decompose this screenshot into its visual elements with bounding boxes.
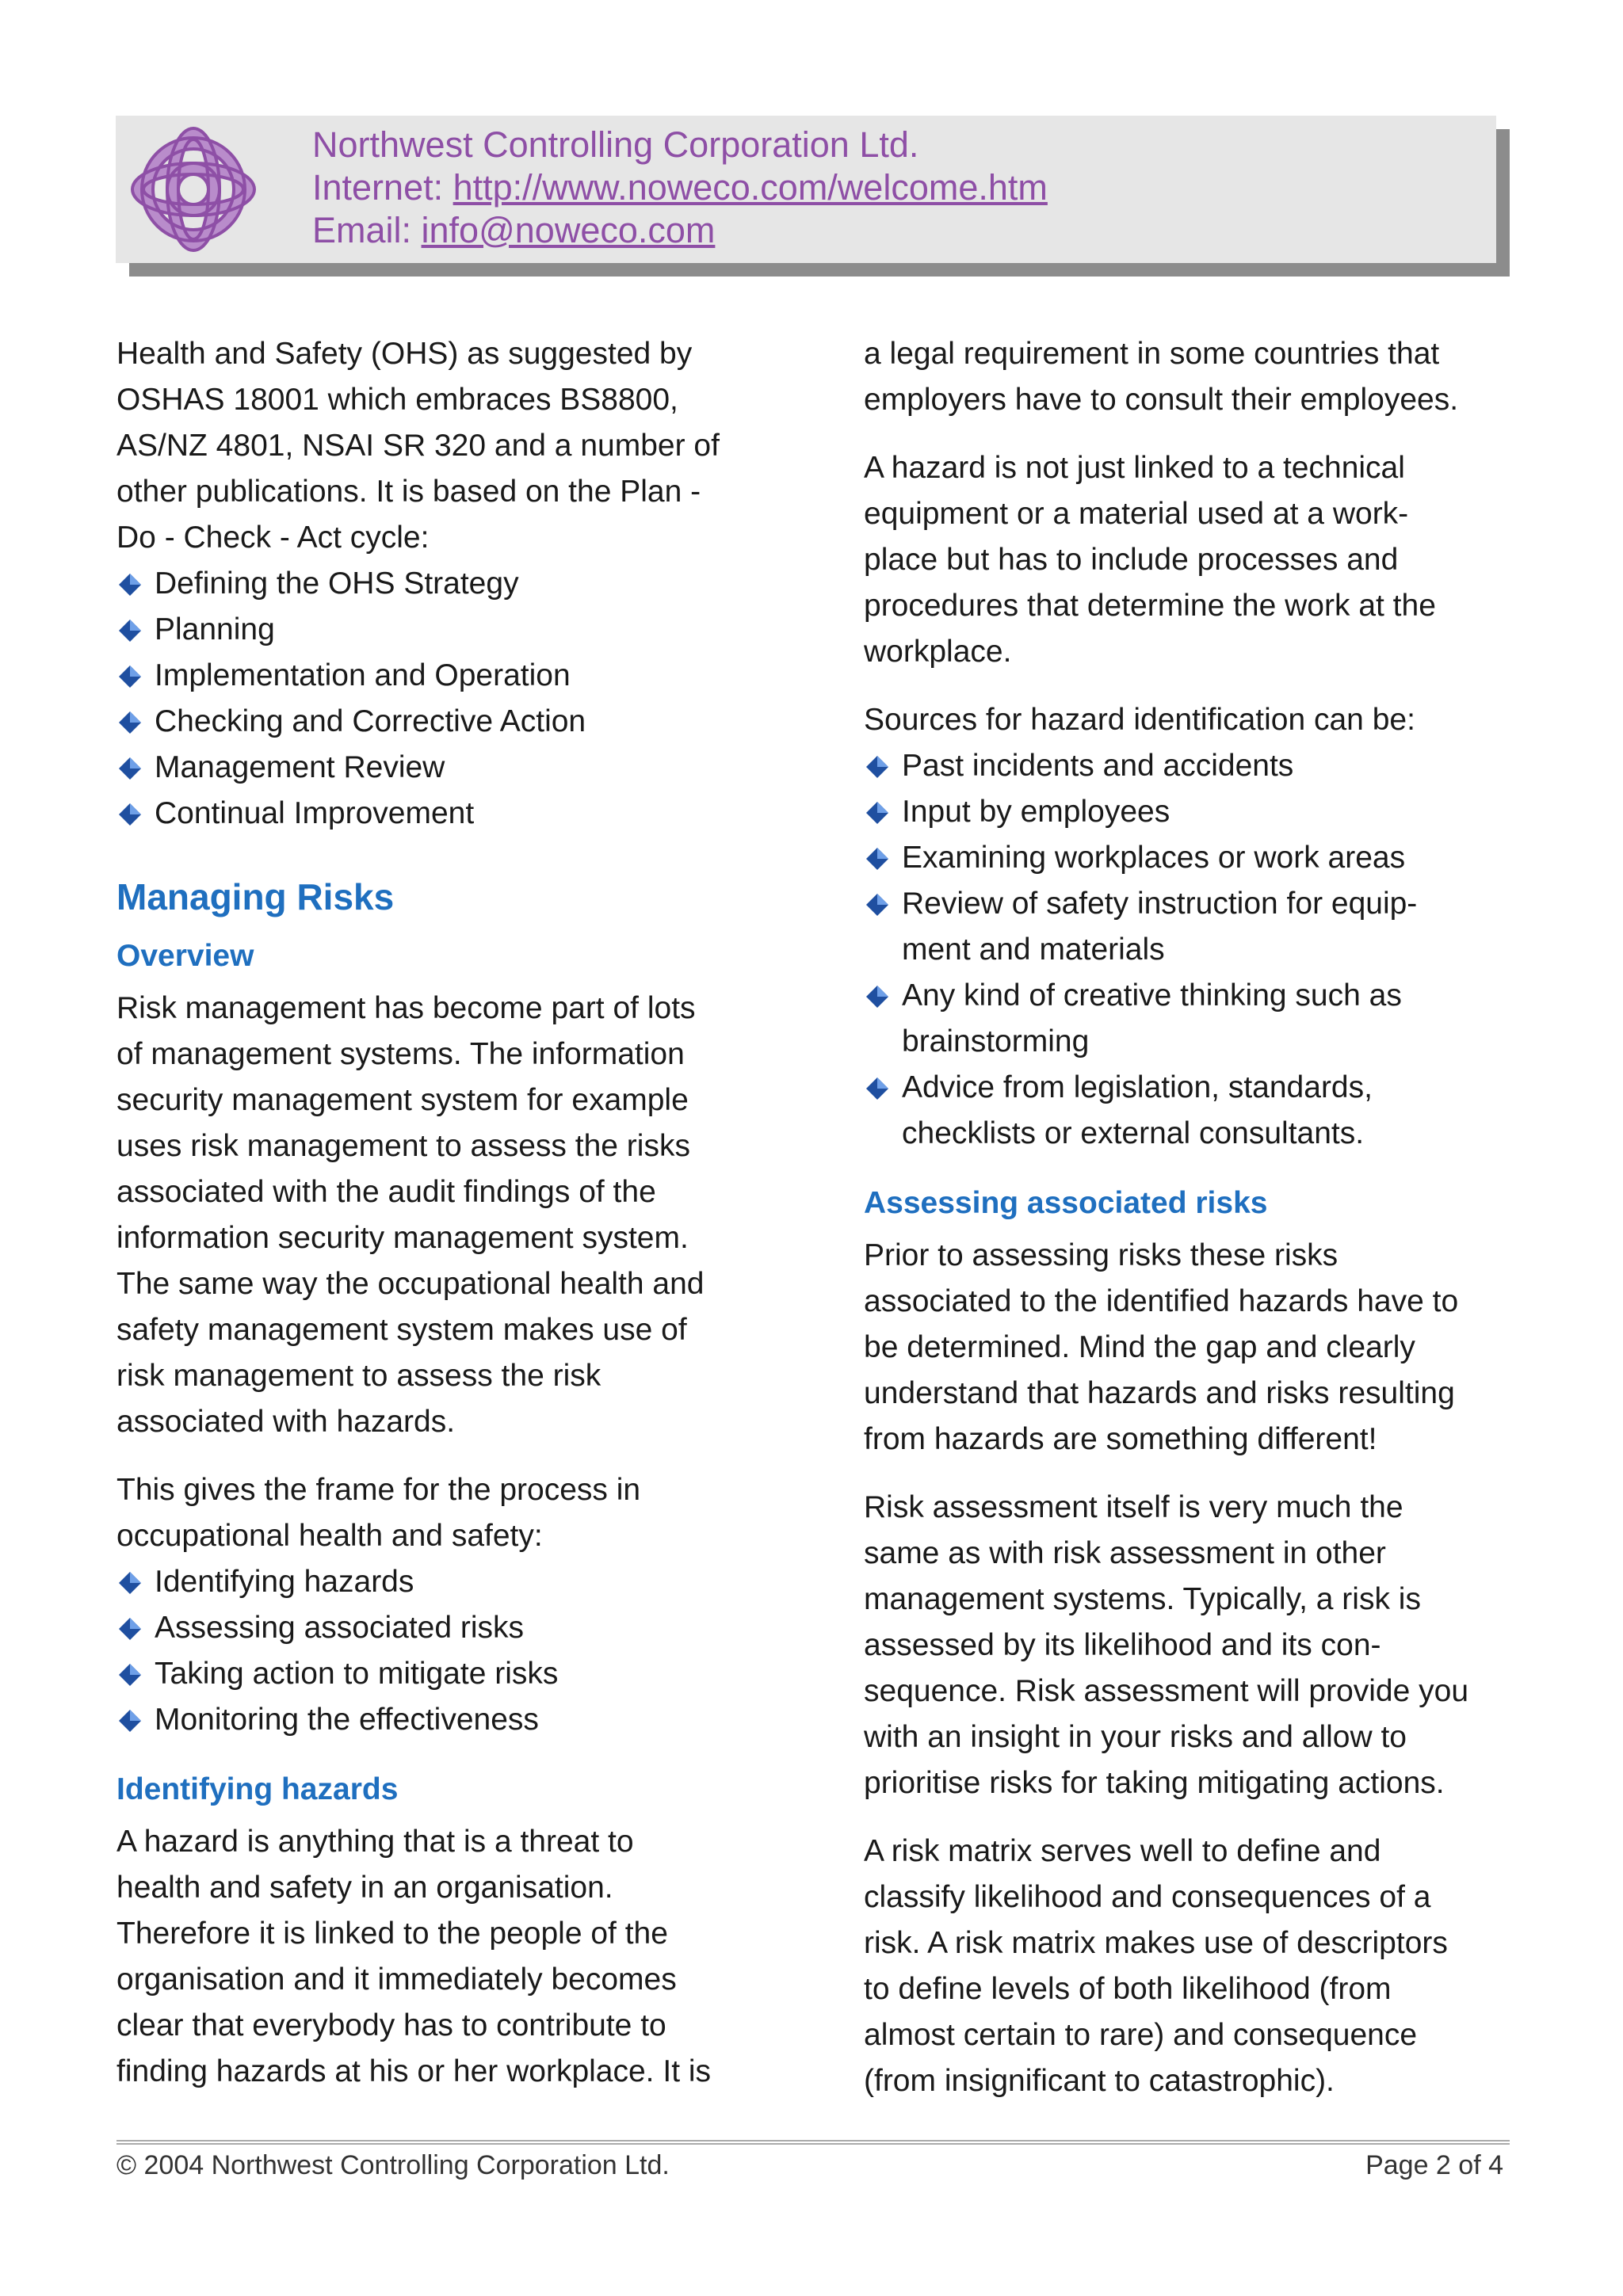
text-line: prioritise risks for taking mitigating actions. (864, 1766, 1445, 1800)
list-item-text: Assessing associated risks (155, 1611, 525, 1645)
text-line: workplace. (864, 635, 1012, 669)
right-column (864, 331, 1522, 2104)
blue-diamond-bullet-icon (865, 847, 889, 871)
continued-paragraph (864, 331, 1522, 423)
list-item-text: Advice from legislation, standards, (902, 1070, 1373, 1104)
list-item-text: Any kind of creative thinking such as (902, 978, 1402, 1013)
text-line: almost certain to rare) and consequence (864, 2018, 1418, 2052)
blue-diamond-bullet-icon (118, 711, 142, 734)
blue-diamond-bullet-icon (118, 619, 142, 643)
risk-matrix-paragraph (864, 1829, 1522, 2104)
blue-diamond-bullet-icon (118, 1571, 142, 1595)
list-item (116, 607, 774, 653)
text-line: a legal requirement in some countries that (864, 337, 1440, 371)
text-line: classify likelihood and consequences of a (864, 1880, 1431, 1914)
text-line: finding hazards at his or her workplace. It is (116, 2054, 712, 2088)
text-line: place but has to include processes and (864, 543, 1399, 577)
text-line: management systems. Typically, a risk is (864, 1582, 1421, 1616)
blue-diamond-bullet-icon (865, 1077, 889, 1100)
list-item-text: Planning (155, 612, 275, 646)
text-line: other publications. It is based on the Plan - (116, 475, 701, 509)
text-line: Prior to assessing risks these risks (864, 1238, 1338, 1272)
blue-diamond-bullet-icon (865, 985, 889, 1009)
list-item-text: Taking action to mitigate risks (155, 1657, 559, 1691)
identifying-paragraph (116, 1819, 774, 2095)
text-line: AS/NZ 4801, NSAI SR 320 and a number of (116, 429, 720, 463)
footer-divider (116, 2140, 1510, 2145)
text-line: associated with the audit findings of the (116, 1175, 656, 1209)
list-item (116, 791, 774, 837)
list-item (864, 743, 1522, 789)
section-title: Managing Risks (116, 876, 395, 917)
text-line: associated with hazards. (116, 1405, 456, 1439)
list-item (116, 1559, 774, 1605)
text-line: information security management system. (116, 1221, 689, 1255)
list-item (864, 881, 1522, 973)
list-item (116, 745, 774, 791)
list-item-text: ment and materials (902, 933, 1165, 967)
website-link[interactable]: http://www.noweco.com/welcome.htm (453, 167, 1048, 208)
list-item-text: Defining the OHS Strategy (155, 566, 519, 601)
assessing-paragraph (864, 1233, 1522, 1463)
list-item-text: Identifying hazards (155, 1565, 414, 1599)
header-banner (116, 116, 1496, 263)
list-item (116, 699, 774, 745)
intro-paragraph (116, 331, 774, 561)
text-line: (from insignificant to catastrophic). (864, 2064, 1335, 2098)
text-line: equipment or a material used at a work- (864, 497, 1409, 531)
list-item-text: Review of safety instruction for equip- (902, 887, 1418, 921)
blue-diamond-bullet-icon (118, 1709, 142, 1733)
text-line: of management systems. The information (116, 1037, 685, 1071)
list-item (116, 1651, 774, 1697)
frame-paragraph (116, 1467, 774, 1559)
text-line: A hazard is anything that is a threat to (116, 1825, 634, 1859)
text-line: from hazards are something different! (864, 1422, 1377, 1456)
list-item (116, 653, 774, 699)
text-line: to define levels of both likelihood (from (864, 1972, 1392, 2006)
text-line: uses risk management to assess the risks (116, 1129, 690, 1163)
text-line: safety management system makes use of (116, 1313, 687, 1347)
process-list (116, 1559, 774, 1743)
text-line: same as with risk assessment in other (864, 1536, 1386, 1570)
list-item-text: Input by employees (902, 795, 1170, 829)
text-line: be determined. Mind the gap and clearly (864, 1330, 1415, 1364)
text-line: health and safety in an organisation. (116, 1871, 613, 1905)
company-name: Northwest Controlling Corporation Ltd. (312, 124, 919, 165)
text-line: associated to the identified hazards have to (864, 1284, 1459, 1318)
blue-diamond-bullet-icon (118, 803, 142, 826)
text-line: Risk management has become part of lots (116, 991, 696, 1025)
risk-assessment-paragraph (864, 1485, 1522, 1806)
text-line: occupational health and safety: (116, 1519, 543, 1553)
assessing-risks-heading: Assessing associated risks (864, 1186, 1268, 1220)
list-item (864, 973, 1522, 1065)
hazard-paragraph (864, 445, 1522, 675)
blue-diamond-bullet-icon (118, 757, 142, 780)
text-line: understand that hazards and risks resulting (864, 1376, 1455, 1410)
list-item (116, 1605, 774, 1651)
email-line (312, 209, 1048, 252)
list-item-text: Past incidents and accidents (902, 749, 1294, 783)
text-line: clear that everybody has to contribute to (116, 2008, 666, 2042)
company-contact (312, 124, 1048, 252)
list-item-text: Implementation and Operation (155, 658, 571, 692)
text-line: The same way the occupational health and (116, 1267, 705, 1301)
list-item (864, 835, 1522, 881)
internet-label: Internet: (312, 167, 453, 208)
text-line: OSHAS 18001 which embraces BS8800, (116, 383, 678, 417)
text-line: A risk matrix serves well to define and (864, 1834, 1381, 1868)
text-line: employers have to consult their employees. (864, 383, 1459, 417)
text-line: risk. A risk matrix makes use of descriptors (864, 1926, 1448, 1960)
blue-diamond-bullet-icon (118, 665, 142, 688)
list-item (116, 1697, 774, 1743)
text-line: This gives the frame for the process in (116, 1473, 641, 1507)
blue-diamond-bullet-icon (118, 1617, 142, 1641)
list-item-text: Monitoring the effectiveness (155, 1703, 539, 1737)
email-link[interactable]: info@noweco.com (421, 210, 716, 250)
blue-diamond-bullet-icon (865, 801, 889, 825)
identifying-hazards-heading: Identifying hazards (116, 1772, 399, 1806)
blue-diamond-bullet-icon (118, 573, 142, 597)
list-item-text: Checking and Corrective Action (155, 704, 586, 738)
hazard-sources-list (864, 743, 1522, 1157)
text-line: A hazard is not just linked to a technical (864, 451, 1405, 485)
text-line: Health and Safety (OHS) as suggested by (116, 337, 693, 371)
text-line: risk management to assess the risk (116, 1359, 601, 1393)
list-item-text: Continual Improvement (155, 796, 475, 830)
overview-heading: Overview (116, 939, 254, 973)
list-item (864, 1065, 1522, 1157)
text-line: sequence. Risk assessment will provide you (864, 1674, 1469, 1708)
text-line: Risk assessment itself is very much the (864, 1490, 1403, 1524)
text-line: security management system for example (116, 1083, 689, 1117)
text-line: organisation and it immediately becomes (116, 1962, 677, 1997)
blue-diamond-bullet-icon (118, 1663, 142, 1687)
left-column (116, 331, 774, 2095)
text-line: procedures that determine the work at the (864, 589, 1436, 623)
email-label: Email: (312, 210, 422, 250)
sources-intro: Sources for hazard identification can be: (864, 703, 1415, 737)
blue-diamond-bullet-icon (865, 755, 889, 779)
list-item (116, 561, 774, 607)
footer-copyright: © 2004 Northwest Controlling Corporation Ltd. (116, 2150, 670, 2180)
list-item-text: checklists or external consultants. (902, 1116, 1365, 1150)
overview-paragraph (116, 986, 774, 1445)
text-line: Therefore it is linked to the people of the (116, 1917, 668, 1951)
celtic-knot-logo-icon (125, 122, 262, 257)
text-line: Do - Check - Act cycle: (116, 521, 430, 555)
page-number: Page 2 of 4 (1365, 2150, 1503, 2180)
text-line: assessed by its likelihood and its con- (864, 1628, 1381, 1662)
internet-line (312, 166, 1048, 209)
list-item (864, 789, 1522, 835)
list-item-text: brainstorming (902, 1024, 1090, 1058)
list-item-text: Examining workplaces or work areas (902, 841, 1406, 875)
ohs-cycle-list (116, 561, 774, 837)
text-line: with an insight in your risks and allow to (864, 1720, 1407, 1754)
blue-diamond-bullet-icon (865, 893, 889, 917)
list-item-text: Management Review (155, 750, 445, 784)
